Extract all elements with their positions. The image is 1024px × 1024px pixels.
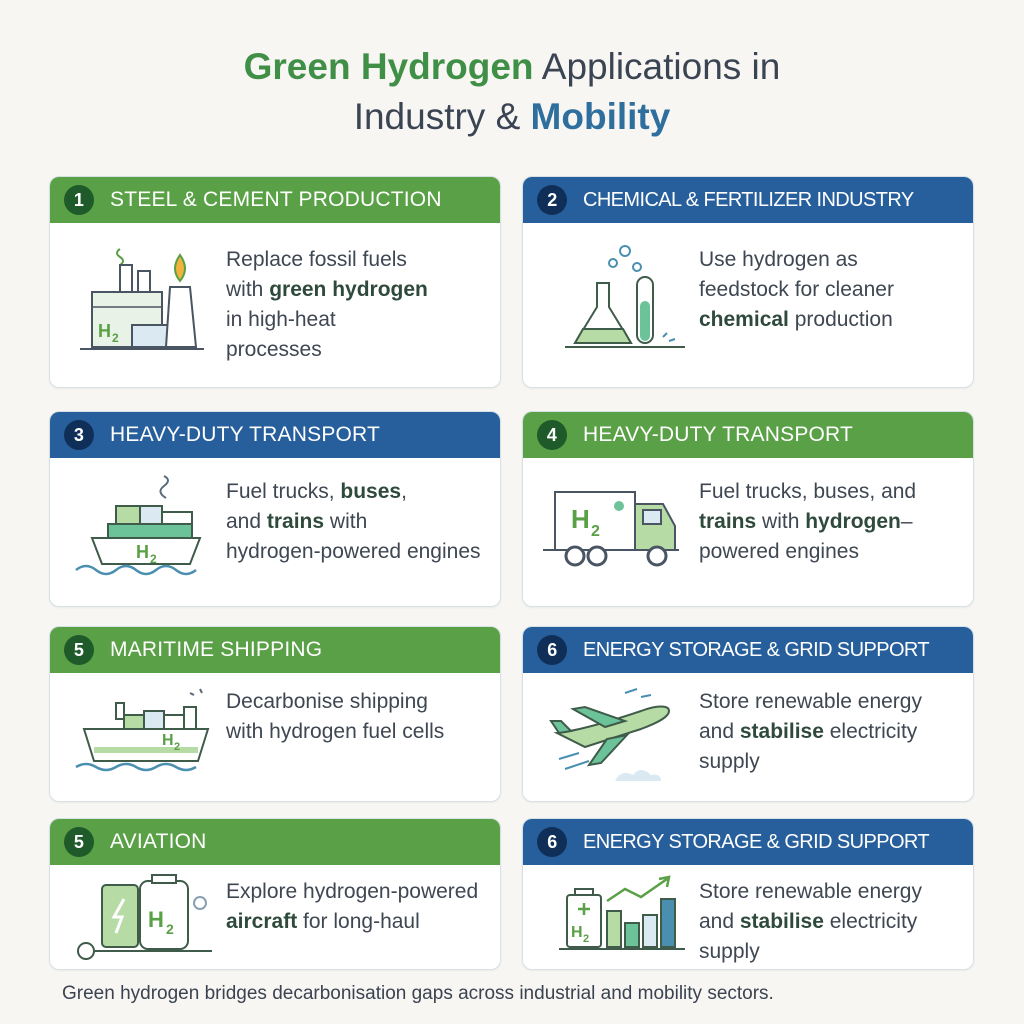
desc-line (699, 907, 965, 937)
desc-line: Decarbonise shipping (226, 690, 428, 713)
desc-text: production (788, 308, 893, 331)
card-header (50, 819, 500, 865)
card-description (699, 687, 965, 777)
card-number: 5 (64, 635, 94, 665)
desc-bold: trains (266, 510, 325, 533)
desc-line: Store renewable energy (699, 880, 922, 903)
svg-text:H: H (148, 907, 164, 932)
desc-line (699, 507, 965, 537)
card-chemical-fertilizer (522, 176, 974, 388)
card-steel-cement (49, 176, 501, 388)
page-title (0, 42, 1024, 142)
card-description (226, 245, 492, 365)
card-number: 3 (64, 420, 94, 450)
desc-line: supply (699, 940, 760, 963)
card-number: 5 (64, 827, 94, 857)
title-rest: Applications in (533, 46, 781, 87)
card-header (523, 819, 973, 865)
card-header (50, 177, 500, 223)
card-heading: ENERGY STORAGE & GRID SUPPORT (583, 638, 930, 661)
svg-text:2: 2 (150, 552, 157, 566)
desc-bold: aircraft (226, 910, 298, 933)
desc-line: Explore hydrogen-powered (226, 880, 479, 903)
footer-caption: Green hydrogen bridges decarbonisation gaps across industrial and mobility sectors. (62, 983, 774, 1004)
card-header (523, 177, 973, 223)
desc-text: and (226, 510, 267, 533)
flask-icon (545, 237, 695, 357)
svg-text:2: 2 (591, 523, 600, 540)
card-description (699, 877, 965, 967)
card-number: 1 (64, 185, 94, 215)
cargo-ship-icon (72, 681, 222, 781)
desc-text: and (699, 910, 740, 933)
card-number: 6 (537, 827, 567, 857)
desc-line: in high-heat (226, 308, 336, 331)
desc-text: and (699, 720, 740, 743)
desc-line: Fuel trucks, buses, and (699, 480, 917, 503)
title-industry: Industry & (353, 96, 531, 137)
card-description (699, 477, 965, 567)
card-header (50, 627, 500, 673)
desc-line: feedstock for cleaner (699, 278, 894, 301)
card-energy-storage-2 (522, 818, 974, 970)
desc-bold: hydrogen (805, 510, 901, 533)
desc-line (226, 907, 492, 937)
desc-line (699, 305, 965, 335)
factory-icon (72, 237, 212, 357)
hydrogen-tank-icon (72, 871, 222, 967)
card-heading: MARITIME SHIPPING (110, 638, 323, 661)
card-header (523, 412, 973, 458)
airplane-icon (545, 681, 695, 791)
svg-text:H: H (571, 924, 583, 941)
card-heavy-duty-transport-2 (522, 411, 974, 607)
svg-text:2: 2 (174, 741, 181, 753)
title-green: Green Hydrogen (243, 46, 534, 87)
card-heading: HEAVY-DUTY TRANSPORT (583, 423, 854, 446)
desc-line: with hydrogen fuel cells (226, 720, 445, 743)
desc-bold: buses (340, 480, 402, 503)
desc-text: Fuel trucks, (226, 480, 341, 503)
svg-text:H: H (136, 542, 149, 562)
desc-line (226, 477, 492, 507)
card-heavy-duty-transport-1 (49, 411, 501, 607)
desc-line (226, 275, 492, 305)
desc-line: hydrogen-powered engines (226, 540, 481, 563)
desc-line (226, 507, 492, 537)
desc-text: electricity (823, 720, 918, 743)
card-heading: CHEMICAL & FERTILIZER INDUSTRY (583, 188, 914, 211)
svg-text:H: H (98, 321, 111, 341)
card-header (523, 627, 973, 673)
card-number: 2 (537, 185, 567, 215)
battery-chart-icon (545, 871, 695, 967)
desc-line: Use hydrogen as (699, 248, 858, 271)
card-number: 6 (537, 635, 567, 665)
card-description (226, 687, 492, 747)
desc-text: , (401, 480, 407, 503)
desc-bold: green hydrogen (269, 278, 428, 301)
desc-bold: stabilise (739, 910, 824, 933)
svg-text:2: 2 (112, 331, 119, 345)
card-description (699, 245, 965, 335)
desc-bold: chemical (699, 308, 789, 331)
card-heading: ENERGY STORAGE & GRID SUPPORT (583, 830, 930, 853)
title-mobility: Mobility (530, 96, 671, 137)
desc-text: – (900, 510, 913, 533)
truck-icon (541, 478, 691, 578)
desc-line: supply (699, 750, 760, 773)
card-heading: HEAVY-DUTY TRANSPORT (110, 423, 381, 446)
desc-line: Store renewable energy (699, 690, 922, 713)
card-heading: AVIATION (110, 830, 207, 853)
card-maritime-shipping (49, 626, 501, 802)
card-header (50, 412, 500, 458)
svg-text:H: H (571, 504, 590, 534)
svg-text:2: 2 (583, 933, 590, 945)
card-description (226, 477, 492, 567)
desc-bold: trains (699, 510, 757, 533)
desc-text: for long-haul (297, 910, 420, 933)
desc-text: with (226, 278, 270, 301)
desc-text: with (324, 510, 368, 533)
desc-line: powered engines (699, 540, 859, 563)
card-description (226, 877, 492, 937)
card-aviation (49, 818, 501, 970)
svg-text:H: H (162, 732, 174, 749)
svg-text:2: 2 (166, 921, 174, 937)
desc-line: processes (226, 338, 322, 361)
ship-icon (72, 468, 222, 580)
card-heading: STEEL & CEMENT PRODUCTION (110, 188, 442, 211)
card-number: 4 (537, 420, 567, 450)
desc-line (699, 717, 965, 747)
card-energy-storage-1 (522, 626, 974, 802)
desc-text: with (756, 510, 806, 533)
desc-text: electricity (823, 910, 918, 933)
desc-bold: stabilise (739, 720, 824, 743)
desc-line: Replace fossil fuels (226, 248, 407, 271)
